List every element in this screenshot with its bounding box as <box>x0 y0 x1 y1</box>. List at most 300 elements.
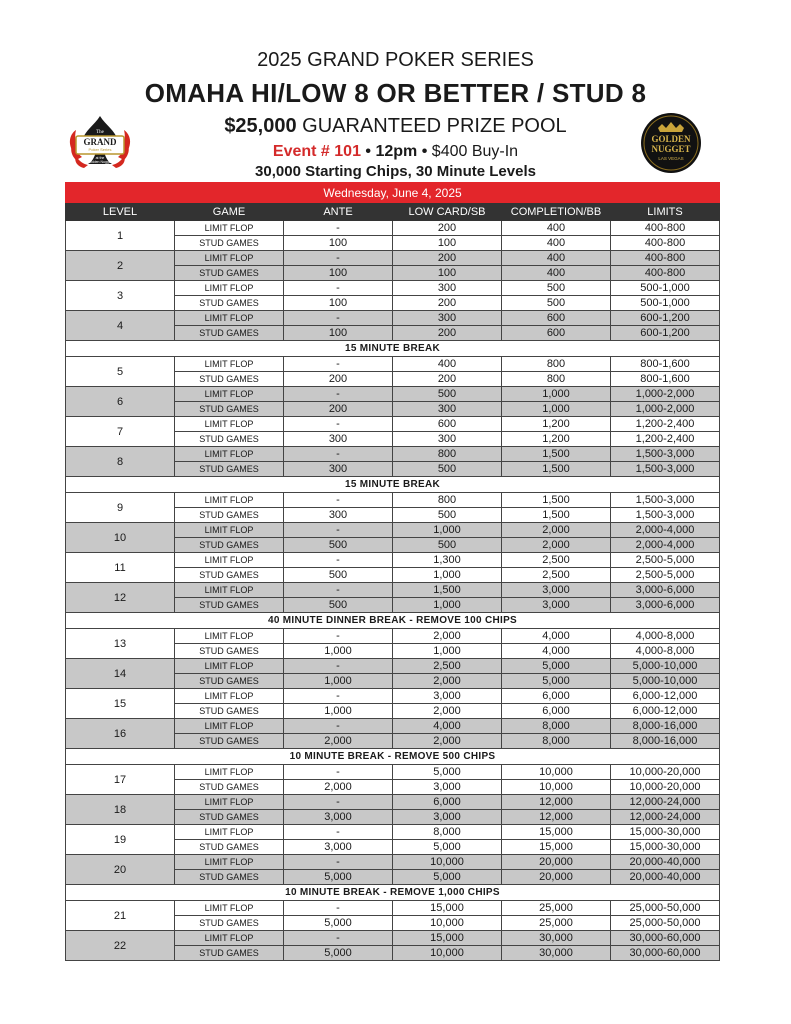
ante-cell: 1,000 <box>284 704 393 719</box>
completion-bb-cell: 1,200 <box>502 417 611 432</box>
low-card-sb-cell: 300 <box>393 432 502 447</box>
logo-text-poker-series: Poker Series <box>88 147 112 152</box>
game-cell: STUD GAMES <box>175 870 284 885</box>
limits-cell: 6,000-12,000 <box>611 704 720 719</box>
prize-text: GUARANTEED PRIZE POOL <box>302 115 567 137</box>
table-row <box>66 311 720 326</box>
game-cell: STUD GAMES <box>175 568 284 583</box>
completion-bb-cell: 3,000 <box>502 583 611 598</box>
game-cell: LIMIT FLOP <box>175 855 284 870</box>
game-cell: STUD GAMES <box>175 266 284 281</box>
completion-bb-cell: 400 <box>502 236 611 251</box>
ante-cell: 500 <box>284 538 393 553</box>
completion-bb-cell: 1,000 <box>502 387 611 402</box>
low-card-sb-cell: 200 <box>393 251 502 266</box>
completion-bb-cell: 5,000 <box>502 659 611 674</box>
game-cell: STUD GAMES <box>175 326 284 341</box>
ante-cell: 3,000 <box>284 810 393 825</box>
header-game: GAME <box>175 203 284 221</box>
break-label: 15 MINUTE BREAK <box>66 341 720 357</box>
completion-bb-cell: 1,500 <box>502 462 611 477</box>
game-cell: LIMIT FLOP <box>175 251 284 266</box>
game-cell: LIMIT FLOP <box>175 417 284 432</box>
table-row <box>66 719 720 734</box>
table-row <box>66 765 720 780</box>
level-cell: 11 <box>66 553 175 583</box>
game-cell: STUD GAMES <box>175 508 284 523</box>
game-cell: LIMIT FLOP <box>175 583 284 598</box>
ante-cell: - <box>284 765 393 780</box>
game-cell: STUD GAMES <box>175 810 284 825</box>
completion-bb-cell: 30,000 <box>502 931 611 946</box>
table-row <box>66 447 720 462</box>
low-card-sb-cell: 2,000 <box>393 734 502 749</box>
level-cell: 22 <box>66 931 175 961</box>
game-cell: STUD GAMES <box>175 840 284 855</box>
limits-cell: 3,000-6,000 <box>611 598 720 613</box>
blind-structure-table <box>65 182 720 961</box>
golden-nugget-icon <box>640 112 702 174</box>
limits-cell: 500-1,000 <box>611 296 720 311</box>
table-row <box>66 855 720 870</box>
ante-cell: 100 <box>284 236 393 251</box>
ante-cell: 200 <box>284 372 393 387</box>
game-cell: STUD GAMES <box>175 296 284 311</box>
schedule-date: Wednesday, June 4, 2025 <box>66 183 720 203</box>
event-number: Event # 101 <box>272 143 361 160</box>
low-card-sb-cell: 2,500 <box>393 659 502 674</box>
logo-text-las-vegas: LAS VEGAS <box>658 156 684 161</box>
game-cell: LIMIT FLOP <box>175 795 284 810</box>
limits-cell: 25,000-50,000 <box>611 916 720 931</box>
game-cell: LIMIT FLOP <box>175 689 284 704</box>
table-row <box>66 689 720 704</box>
break-row <box>66 885 720 901</box>
low-card-sb-cell: 2,000 <box>393 674 502 689</box>
ante-cell: - <box>284 719 393 734</box>
completion-bb-cell: 1,500 <box>502 447 611 462</box>
limits-cell: 30,000-60,000 <box>611 931 720 946</box>
level-cell: 4 <box>66 311 175 341</box>
completion-bb-cell: 1,500 <box>502 508 611 523</box>
limits-cell: 8,000-16,000 <box>611 719 720 734</box>
ante-cell: 5,000 <box>284 916 393 931</box>
table-row <box>66 553 720 568</box>
table-row <box>66 931 720 946</box>
logo-text-golden-nugget: Golden Nugget <box>88 160 112 164</box>
low-card-sb-cell: 200 <box>393 326 502 341</box>
table-row <box>66 221 720 236</box>
chips-info: 30,000 Starting Chips, 30 Minute Levels <box>255 163 536 180</box>
limits-cell: 1,500-3,000 <box>611 508 720 523</box>
level-cell: 10 <box>66 523 175 553</box>
table-row <box>66 417 720 432</box>
limits-cell: 20,000-40,000 <box>611 855 720 870</box>
game-cell: LIMIT FLOP <box>175 765 284 780</box>
limits-cell: 12,000-24,000 <box>611 795 720 810</box>
event-title: OMAHA HI/LOW 8 OR BETTER / STUD 8 <box>144 78 647 108</box>
game-cell: STUD GAMES <box>175 372 284 387</box>
limits-cell: 500-1,000 <box>611 281 720 296</box>
column-headers <box>66 203 720 221</box>
low-card-sb-cell: 3,000 <box>393 810 502 825</box>
completion-bb-cell: 12,000 <box>502 795 611 810</box>
limits-cell: 1,500-3,000 <box>611 462 720 477</box>
table-row <box>66 825 720 840</box>
game-cell: STUD GAMES <box>175 538 284 553</box>
low-card-sb-cell: 500 <box>393 462 502 477</box>
game-cell: STUD GAMES <box>175 598 284 613</box>
game-cell: LIMIT FLOP <box>175 629 284 644</box>
ante-cell: - <box>284 493 393 508</box>
game-cell: STUD GAMES <box>175 236 284 251</box>
low-card-sb-cell: 8,000 <box>393 825 502 840</box>
limits-cell: 5,000-10,000 <box>611 659 720 674</box>
ante-cell: 500 <box>284 568 393 583</box>
low-card-sb-cell: 800 <box>393 493 502 508</box>
low-card-sb-cell: 400 <box>393 357 502 372</box>
table-row <box>66 659 720 674</box>
level-cell: 20 <box>66 855 175 885</box>
level-cell: 19 <box>66 825 175 855</box>
limits-cell: 2,500-5,000 <box>611 568 720 583</box>
game-cell: LIMIT FLOP <box>175 281 284 296</box>
game-cell: LIMIT FLOP <box>175 901 284 916</box>
game-cell: LIMIT FLOP <box>175 493 284 508</box>
table-row <box>66 493 720 508</box>
game-cell: STUD GAMES <box>175 946 284 961</box>
ante-cell: - <box>284 553 393 568</box>
game-cell: LIMIT FLOP <box>175 825 284 840</box>
completion-bb-cell: 500 <box>502 281 611 296</box>
ante-cell: - <box>284 901 393 916</box>
game-cell: STUD GAMES <box>175 462 284 477</box>
event-buyin: $400 Buy-In <box>431 143 519 160</box>
ante-cell: - <box>284 417 393 432</box>
low-card-sb-cell: 5,000 <box>393 765 502 780</box>
ante-cell: 1,000 <box>284 644 393 659</box>
limits-cell: 1,200-2,400 <box>611 417 720 432</box>
limits-cell: 1,500-3,000 <box>611 493 720 508</box>
game-cell: LIMIT FLOP <box>175 931 284 946</box>
completion-bb-cell: 6,000 <box>502 704 611 719</box>
level-cell: 9 <box>66 493 175 523</box>
limits-cell: 2,500-5,000 <box>611 553 720 568</box>
level-cell: 1 <box>66 221 175 251</box>
limits-cell: 600-1,200 <box>611 311 720 326</box>
limits-cell: 400-800 <box>611 236 720 251</box>
completion-bb-cell: 4,000 <box>502 644 611 659</box>
logo-text-the: The <box>96 130 104 135</box>
table-row <box>66 629 720 644</box>
limits-cell: 15,000-30,000 <box>611 825 720 840</box>
limits-cell: 20,000-40,000 <box>611 870 720 885</box>
table-row <box>66 281 720 296</box>
header-limits: LIMITS <box>611 203 720 221</box>
game-cell: LIMIT FLOP <box>175 311 284 326</box>
low-card-sb-cell: 1,300 <box>393 553 502 568</box>
ante-cell: - <box>284 583 393 598</box>
limits-cell: 15,000-30,000 <box>611 840 720 855</box>
completion-bb-cell: 20,000 <box>502 855 611 870</box>
ante-cell: - <box>284 311 393 326</box>
limits-cell: 4,000-8,000 <box>611 629 720 644</box>
ante-cell: 500 <box>284 598 393 613</box>
low-card-sb-cell: 6,000 <box>393 795 502 810</box>
limits-cell: 400-800 <box>611 251 720 266</box>
low-card-sb-cell: 1,000 <box>393 598 502 613</box>
completion-bb-cell: 15,000 <box>502 825 611 840</box>
low-card-sb-cell: 1,000 <box>393 523 502 538</box>
limits-cell: 6,000-12,000 <box>611 689 720 704</box>
completion-bb-cell: 1,200 <box>502 432 611 447</box>
game-cell: LIMIT FLOP <box>175 447 284 462</box>
ante-cell: 100 <box>284 326 393 341</box>
level-cell: 7 <box>66 417 175 447</box>
completion-bb-cell: 10,000 <box>502 765 611 780</box>
level-cell: 5 <box>66 357 175 387</box>
table-row <box>66 357 720 372</box>
game-cell: LIMIT FLOP <box>175 719 284 734</box>
ante-cell: 5,000 <box>284 946 393 961</box>
break-row <box>66 613 720 629</box>
ante-cell: 300 <box>284 432 393 447</box>
break-row <box>66 477 720 493</box>
level-cell: 18 <box>66 795 175 825</box>
game-cell: STUD GAMES <box>175 644 284 659</box>
low-card-sb-cell: 5,000 <box>393 840 502 855</box>
break-row <box>66 341 720 357</box>
ante-cell: - <box>284 689 393 704</box>
event-info: Event # 101 • 12pm • $400 Buy-In <box>272 143 519 160</box>
level-cell: 12 <box>66 583 175 613</box>
logo-text-at-the: at the <box>95 156 105 160</box>
low-card-sb-cell: 300 <box>393 281 502 296</box>
game-cell: STUD GAMES <box>175 674 284 689</box>
logo-text-grand: GRAND <box>83 137 117 147</box>
completion-bb-cell: 4,000 <box>502 629 611 644</box>
level-cell: 15 <box>66 689 175 719</box>
completion-bb-cell: 400 <box>502 221 611 236</box>
low-card-sb-cell: 2,000 <box>393 704 502 719</box>
ante-cell: 2,000 <box>284 780 393 795</box>
ante-cell: 300 <box>284 462 393 477</box>
limits-cell: 800-1,600 <box>611 372 720 387</box>
ante-cell: 100 <box>284 296 393 311</box>
table-row <box>66 583 720 598</box>
ante-cell: 2,000 <box>284 734 393 749</box>
game-cell: LIMIT FLOP <box>175 659 284 674</box>
completion-bb-cell: 2,000 <box>502 538 611 553</box>
completion-bb-cell: 2,500 <box>502 568 611 583</box>
header-level: LEVEL <box>66 203 175 221</box>
level-cell: 21 <box>66 901 175 931</box>
level-cell: 2 <box>66 251 175 281</box>
low-card-sb-cell: 800 <box>393 447 502 462</box>
ante-cell: - <box>284 251 393 266</box>
low-card-sb-cell: 10,000 <box>393 946 502 961</box>
ante-cell: - <box>284 629 393 644</box>
date-row <box>66 183 720 203</box>
header-ante: ANTE <box>284 203 393 221</box>
low-card-sb-cell: 100 <box>393 236 502 251</box>
level-cell: 6 <box>66 387 175 417</box>
low-card-sb-cell: 2,000 <box>393 629 502 644</box>
low-card-sb-cell: 600 <box>393 417 502 432</box>
limits-cell: 1,000-2,000 <box>611 387 720 402</box>
header-completion-bb: COMPLETION/BB <box>502 203 611 221</box>
limits-cell: 30,000-60,000 <box>611 946 720 961</box>
low-card-sb-cell: 500 <box>393 387 502 402</box>
limits-cell: 2,000-4,000 <box>611 538 720 553</box>
ante-cell: - <box>284 659 393 674</box>
level-cell: 3 <box>66 281 175 311</box>
completion-bb-cell: 30,000 <box>502 946 611 961</box>
low-card-sb-cell: 300 <box>393 311 502 326</box>
level-cell: 8 <box>66 447 175 477</box>
game-cell: STUD GAMES <box>175 704 284 719</box>
limits-cell: 10,000-20,000 <box>611 780 720 795</box>
game-cell: LIMIT FLOP <box>175 221 284 236</box>
ante-cell: - <box>284 795 393 810</box>
ante-cell: - <box>284 825 393 840</box>
low-card-sb-cell: 5,000 <box>393 870 502 885</box>
table-row <box>66 901 720 916</box>
game-cell: STUD GAMES <box>175 432 284 447</box>
completion-bb-cell: 25,000 <box>502 916 611 931</box>
level-cell: 13 <box>66 629 175 659</box>
ante-cell: 1,000 <box>284 674 393 689</box>
game-cell: LIMIT FLOP <box>175 523 284 538</box>
prize-amount: $25,000 <box>224 115 297 137</box>
ante-cell: 100 <box>284 266 393 281</box>
low-card-sb-cell: 3,000 <box>393 689 502 704</box>
limits-cell: 5,000-10,000 <box>611 674 720 689</box>
level-cell: 14 <box>66 659 175 689</box>
limits-cell: 3,000-6,000 <box>611 583 720 598</box>
completion-bb-cell: 800 <box>502 372 611 387</box>
limits-cell: 400-800 <box>611 266 720 281</box>
logo-text-golden: GOLDEN <box>651 134 691 144</box>
ante-cell: 5,000 <box>284 870 393 885</box>
series-title: 2025 GRAND POKER SERIES <box>257 49 534 71</box>
limits-cell: 8,000-16,000 <box>611 734 720 749</box>
ante-cell: - <box>284 221 393 236</box>
low-card-sb-cell: 200 <box>393 221 502 236</box>
completion-bb-cell: 600 <box>502 311 611 326</box>
game-cell: STUD GAMES <box>175 402 284 417</box>
table-row <box>66 795 720 810</box>
completion-bb-cell: 10,000 <box>502 780 611 795</box>
completion-bb-cell: 25,000 <box>502 901 611 916</box>
level-cell: 17 <box>66 765 175 795</box>
low-card-sb-cell: 3,000 <box>393 780 502 795</box>
ante-cell: - <box>284 931 393 946</box>
limits-cell: 800-1,600 <box>611 357 720 372</box>
low-card-sb-cell: 15,000 <box>393 901 502 916</box>
low-card-sb-cell: 500 <box>393 508 502 523</box>
low-card-sb-cell: 300 <box>393 402 502 417</box>
low-card-sb-cell: 100 <box>393 266 502 281</box>
completion-bb-cell: 5,000 <box>502 674 611 689</box>
limits-cell: 1,500-3,000 <box>611 447 720 462</box>
limits-cell: 400-800 <box>611 221 720 236</box>
spade-crest-icon <box>66 112 134 176</box>
low-card-sb-cell: 500 <box>393 538 502 553</box>
table-row <box>66 523 720 538</box>
completion-bb-cell: 2,500 <box>502 553 611 568</box>
ante-cell: - <box>284 523 393 538</box>
game-cell: STUD GAMES <box>175 916 284 931</box>
event-time: 12pm <box>375 143 418 160</box>
completion-bb-cell: 1,500 <box>502 493 611 508</box>
low-card-sb-cell: 10,000 <box>393 916 502 931</box>
break-label: 40 MINUTE DINNER BREAK - REMOVE 100 CHIPS <box>66 613 720 629</box>
completion-bb-cell: 8,000 <box>502 719 611 734</box>
completion-bb-cell: 2,000 <box>502 523 611 538</box>
ante-cell: - <box>284 357 393 372</box>
table-row <box>66 387 720 402</box>
completion-bb-cell: 20,000 <box>502 870 611 885</box>
low-card-sb-cell: 1,000 <box>393 644 502 659</box>
break-label: 15 MINUTE BREAK <box>66 477 720 493</box>
limits-cell: 4,000-8,000 <box>611 644 720 659</box>
low-card-sb-cell: 15,000 <box>393 931 502 946</box>
schedule-body <box>66 221 720 961</box>
ante-cell: 3,000 <box>284 840 393 855</box>
game-cell: STUD GAMES <box>175 780 284 795</box>
completion-bb-cell: 1,000 <box>502 402 611 417</box>
low-card-sb-cell: 200 <box>393 372 502 387</box>
completion-bb-cell: 600 <box>502 326 611 341</box>
limits-cell: 2,000-4,000 <box>611 523 720 538</box>
break-label: 10 MINUTE BREAK - REMOVE 500 CHIPS <box>66 749 720 765</box>
level-cell: 16 <box>66 719 175 749</box>
limits-cell: 10,000-20,000 <box>611 765 720 780</box>
completion-bb-cell: 500 <box>502 296 611 311</box>
game-cell: STUD GAMES <box>175 734 284 749</box>
completion-bb-cell: 12,000 <box>502 810 611 825</box>
ante-cell: 300 <box>284 508 393 523</box>
header-low-card-sb: LOW CARD/SB <box>393 203 502 221</box>
break-label: 10 MINUTE BREAK - REMOVE 1,000 CHIPS <box>66 885 720 901</box>
completion-bb-cell: 8,000 <box>502 734 611 749</box>
limits-cell: 1,000-2,000 <box>611 402 720 417</box>
ante-cell: - <box>284 447 393 462</box>
completion-bb-cell: 400 <box>502 266 611 281</box>
ante-cell: - <box>284 855 393 870</box>
limits-cell: 12,000-24,000 <box>611 810 720 825</box>
game-cell: LIMIT FLOP <box>175 357 284 372</box>
table-row <box>66 251 720 266</box>
ante-cell: - <box>284 281 393 296</box>
break-row <box>66 749 720 765</box>
low-card-sb-cell: 1,500 <box>393 583 502 598</box>
completion-bb-cell: 3,000 <box>502 598 611 613</box>
limits-cell: 600-1,200 <box>611 326 720 341</box>
completion-bb-cell: 400 <box>502 251 611 266</box>
completion-bb-cell: 15,000 <box>502 840 611 855</box>
game-cell: LIMIT FLOP <box>175 553 284 568</box>
low-card-sb-cell: 200 <box>393 296 502 311</box>
limits-cell: 25,000-50,000 <box>611 901 720 916</box>
low-card-sb-cell: 4,000 <box>393 719 502 734</box>
ante-cell: - <box>284 387 393 402</box>
low-card-sb-cell: 10,000 <box>393 855 502 870</box>
completion-bb-cell: 800 <box>502 357 611 372</box>
limits-cell: 1,200-2,400 <box>611 432 720 447</box>
logo-text-nugget: NUGGET <box>651 144 691 154</box>
